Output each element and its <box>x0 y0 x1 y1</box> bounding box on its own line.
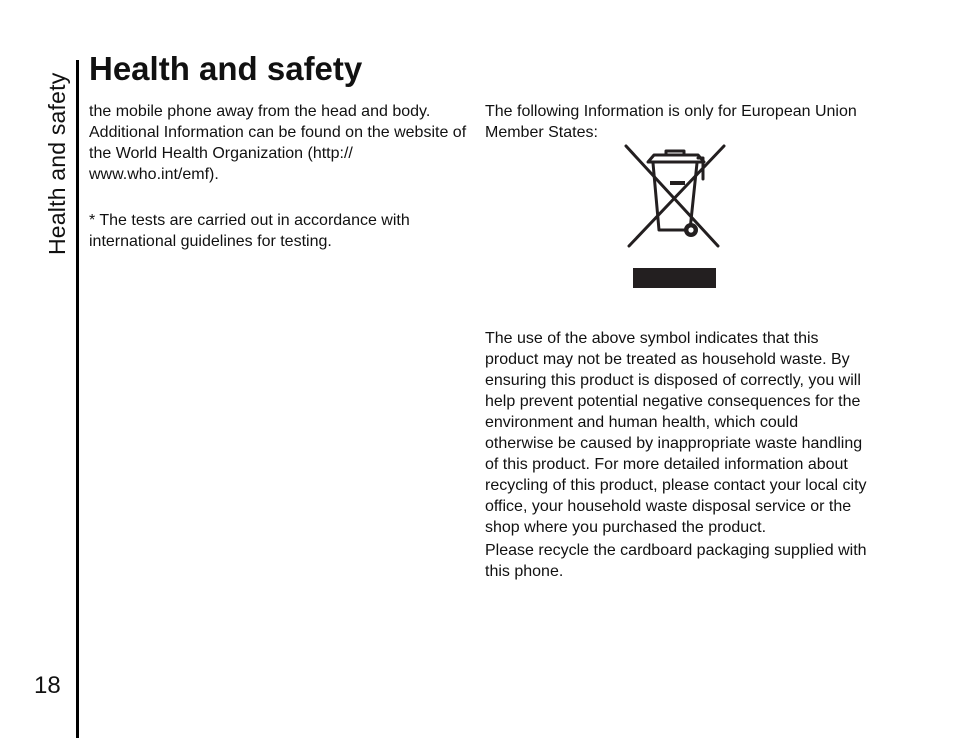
right-column <box>485 101 867 582</box>
page-title: Health and safety <box>89 50 363 87</box>
margin-rule <box>76 60 79 738</box>
weee-symbol <box>485 144 867 292</box>
left-column <box>89 101 469 252</box>
section-side-title: Health and safety <box>44 72 70 255</box>
left-paragraph-tests-note: * The tests are carried out in accordance with international guidelines for testing. <box>89 212 410 250</box>
crossed-out-wheelie-bin-icon <box>624 144 726 250</box>
eu-intro-text: The following Information is only for European Union Member States: <box>485 103 857 141</box>
page-number: 18 <box>34 672 61 699</box>
left-paragraph-who: the mobile phone away from the head and body. Additional Information can be found on the website of the World Health Organization (http:// www.who.int/emf). <box>89 103 467 183</box>
symbol-explanation-text: The use of the above symbol indicates that this product may not be treated as household waste. By ensuring this product is disposed of correctly, you will help prevent potential negative consequences for the environment and human health, which could otherwise be caused by inappropriate waste handling of this product. For more detailed information about recycling of this product, please contact your local city office, your household waste disposal service or the shop where you purchased the product. <box>485 330 867 536</box>
weee-solid-bar <box>633 268 716 288</box>
packaging-recycle-text: Please recycle the cardboard packaging supplied with this phone. <box>485 542 867 580</box>
